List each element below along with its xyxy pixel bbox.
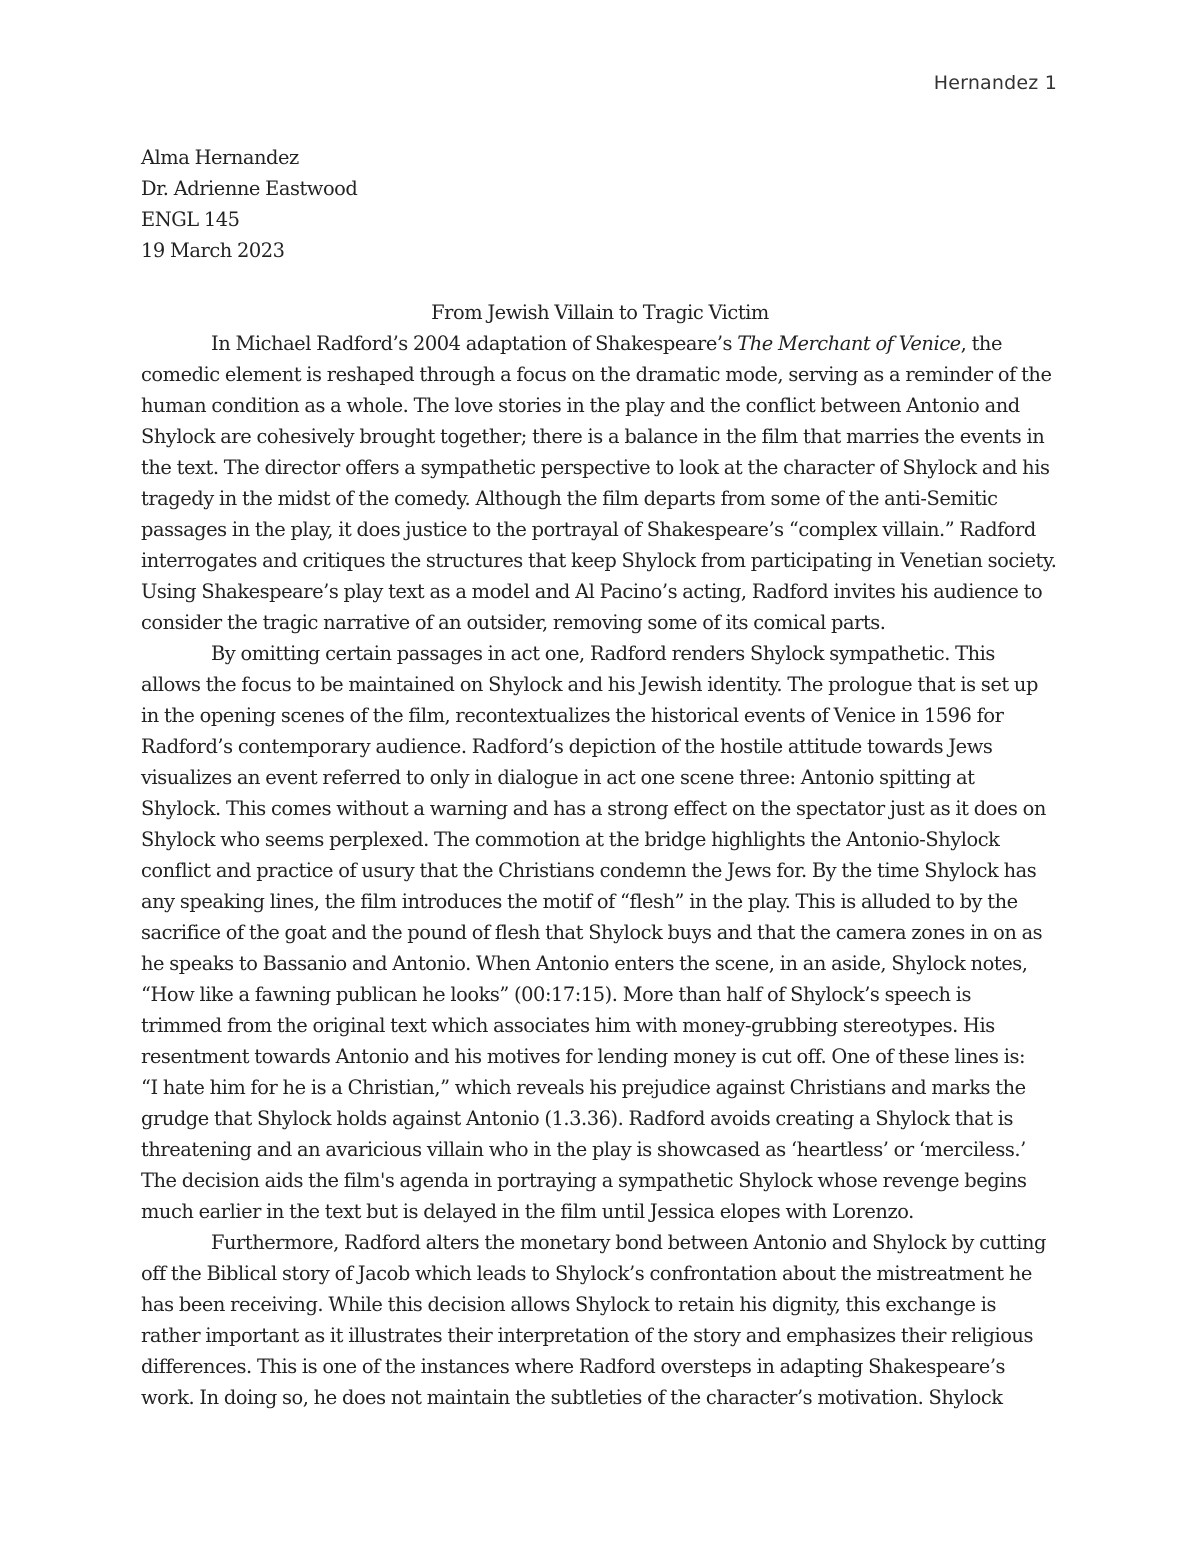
paragraph-line: resentment towards Antonio and his motives for lending money is cut off. One of these lines is: <box>141 1045 1026 1068</box>
paragraph-line: Shylock. This comes without a warning and has a strong effect on the spectator just as it does on <box>141 797 1046 820</box>
paragraph-line: Radford’s contemporary audience. Radford’s depiction of the hostile attitude towards Jews <box>141 735 993 758</box>
paragraph-line: any speaking lines, the film introduces the motif of “flesh” in the play. This is alluded to by the <box>141 890 1018 913</box>
paragraph-2 <box>141 638 1059 1227</box>
paragraph-line: differences. This is one of the instances where Radford oversteps in adapting Shakespeare’s <box>141 1355 1006 1378</box>
text-run: , the <box>960 332 1002 355</box>
paragraph-line: interrogates and critiques the structures that keep Shylock from participating in Venetian society. <box>141 549 1057 572</box>
paragraph-line: trimmed from the original text which associates him with money-grubbing stereotypes. His <box>141 1014 995 1037</box>
paragraph-line: tragedy in the midst of the comedy. Although the film departs from some of the anti-Semitic <box>141 487 998 510</box>
paragraph-line: passages in the play, it does justice to the portrayal of Shakespeare’s “complex villain.” Radford <box>141 518 1036 541</box>
paragraph-1 <box>141 328 1059 638</box>
paragraph-line: he speaks to Bassanio and Antonio. When Antonio enters the scene, in an aside, Shylock notes, <box>141 952 1028 975</box>
paragraph-line: the text. The director offers a sympathetic perspective to look at the character of Shylock and his <box>141 456 1050 479</box>
paragraph-line: rather important as it illustrates their interpretation of the story and emphasizes their religious <box>141 1324 1033 1347</box>
paragraph-line: The decision aids the film's agenda in portraying a sympathetic Shylock whose revenge begins <box>141 1169 1027 1192</box>
paragraph-line: “How like a fawning publican he looks” (00:17:15). More than half of Shylock’s speech is <box>141 983 972 1006</box>
paragraph-3 <box>141 1227 1059 1413</box>
author-name: Alma Hernandez <box>141 146 299 169</box>
paragraph-line: Furthermore, Radford alters the monetary bond between Antonio and Shylock by cutting <box>211 1231 1046 1254</box>
essay-date: 19 March 2023 <box>141 239 285 262</box>
paragraph-line: sacrifice of the goat and the pound of flesh that Shylock buys and that the camera zones in on as <box>141 921 1043 944</box>
course-name: ENGL 145 <box>141 208 240 231</box>
paragraph-line: Shylock who seems perplexed. The commotion at the bridge highlights the Antonio-Shylock <box>141 828 1000 851</box>
italic-title: The Merchant of Venice <box>737 332 961 355</box>
heading-block <box>141 142 1059 266</box>
paragraph-line: threatening and an avaricious villain who in the play is showcased as ‘heartless’ or ‘merciless.’ <box>141 1138 1026 1161</box>
paragraph-line: much earlier in the text but is delayed in the film until Jessica elopes with Lorenzo. <box>141 1200 914 1223</box>
paragraph-line: conflict and practice of usury that the Christians condemn the Jews for. By the time Shylock has <box>141 859 1037 882</box>
essay-title: From Jewish Villain to Tragic Victim <box>431 301 769 324</box>
paragraph-line: human condition as a whole. The love stories in the play and the conflict between Antonio and <box>141 394 1020 417</box>
paragraph-line: in the opening scenes of the film, recontextualizes the historical events of Venice in 1596 for <box>141 704 1004 727</box>
paragraph-line: has been receiving. While this decision allows Shylock to retain his dignity, this exchange is <box>141 1293 996 1316</box>
paragraph-line: grudge that Shylock holds against Antonio (1.3.36). Radford avoids creating a Shylock that is <box>141 1107 1014 1130</box>
paragraph-line <box>141 328 1059 359</box>
paragraph-line: visualizes an event referred to only in dialogue in act one scene three: Antonio spitting at <box>141 766 975 789</box>
paragraph-line: “I hate him for he is a Christian,” which reveals his prejudice against Christians and marks the <box>141 1076 1026 1099</box>
paragraph-line: off the Biblical story of Jacob which leads to Shylock’s confrontation about the mistreatment he <box>141 1262 1032 1285</box>
paragraph-line: By omitting certain passages in act one, Radford renders Shylock sympathetic. This <box>211 642 995 665</box>
paragraph-line: work. In doing so, he does not maintain the subtleties of the character’s motivation. Shylock <box>141 1386 1003 1409</box>
paragraph-line: allows the focus to be maintained on Shylock and his Jewish identity. The prologue that is set up <box>141 673 1038 696</box>
paragraph-line: comedic element is reshaped through a focus on the dramatic mode, serving as a reminder of the <box>141 363 1052 386</box>
essay-body <box>141 142 1059 1413</box>
paragraph-line: consider the tragic narrative of an outsider, removing some of its comical parts. <box>141 611 886 634</box>
paragraph-line: Shylock are cohesively brought together; there is a balance in the film that marries the events in <box>141 425 1045 448</box>
running-head: Hernandez 1 <box>933 72 1057 94</box>
blank-line <box>141 266 1059 297</box>
instructor-name: Dr. Adrienne Eastwood <box>141 177 358 200</box>
text-run: In Michael Radford’s 2004 adaptation of Shakespeare’s <box>211 332 738 355</box>
paragraph-line: Using Shakespeare’s play text as a model and Al Pacino’s acting, Radford invites his audience to <box>141 580 1043 603</box>
